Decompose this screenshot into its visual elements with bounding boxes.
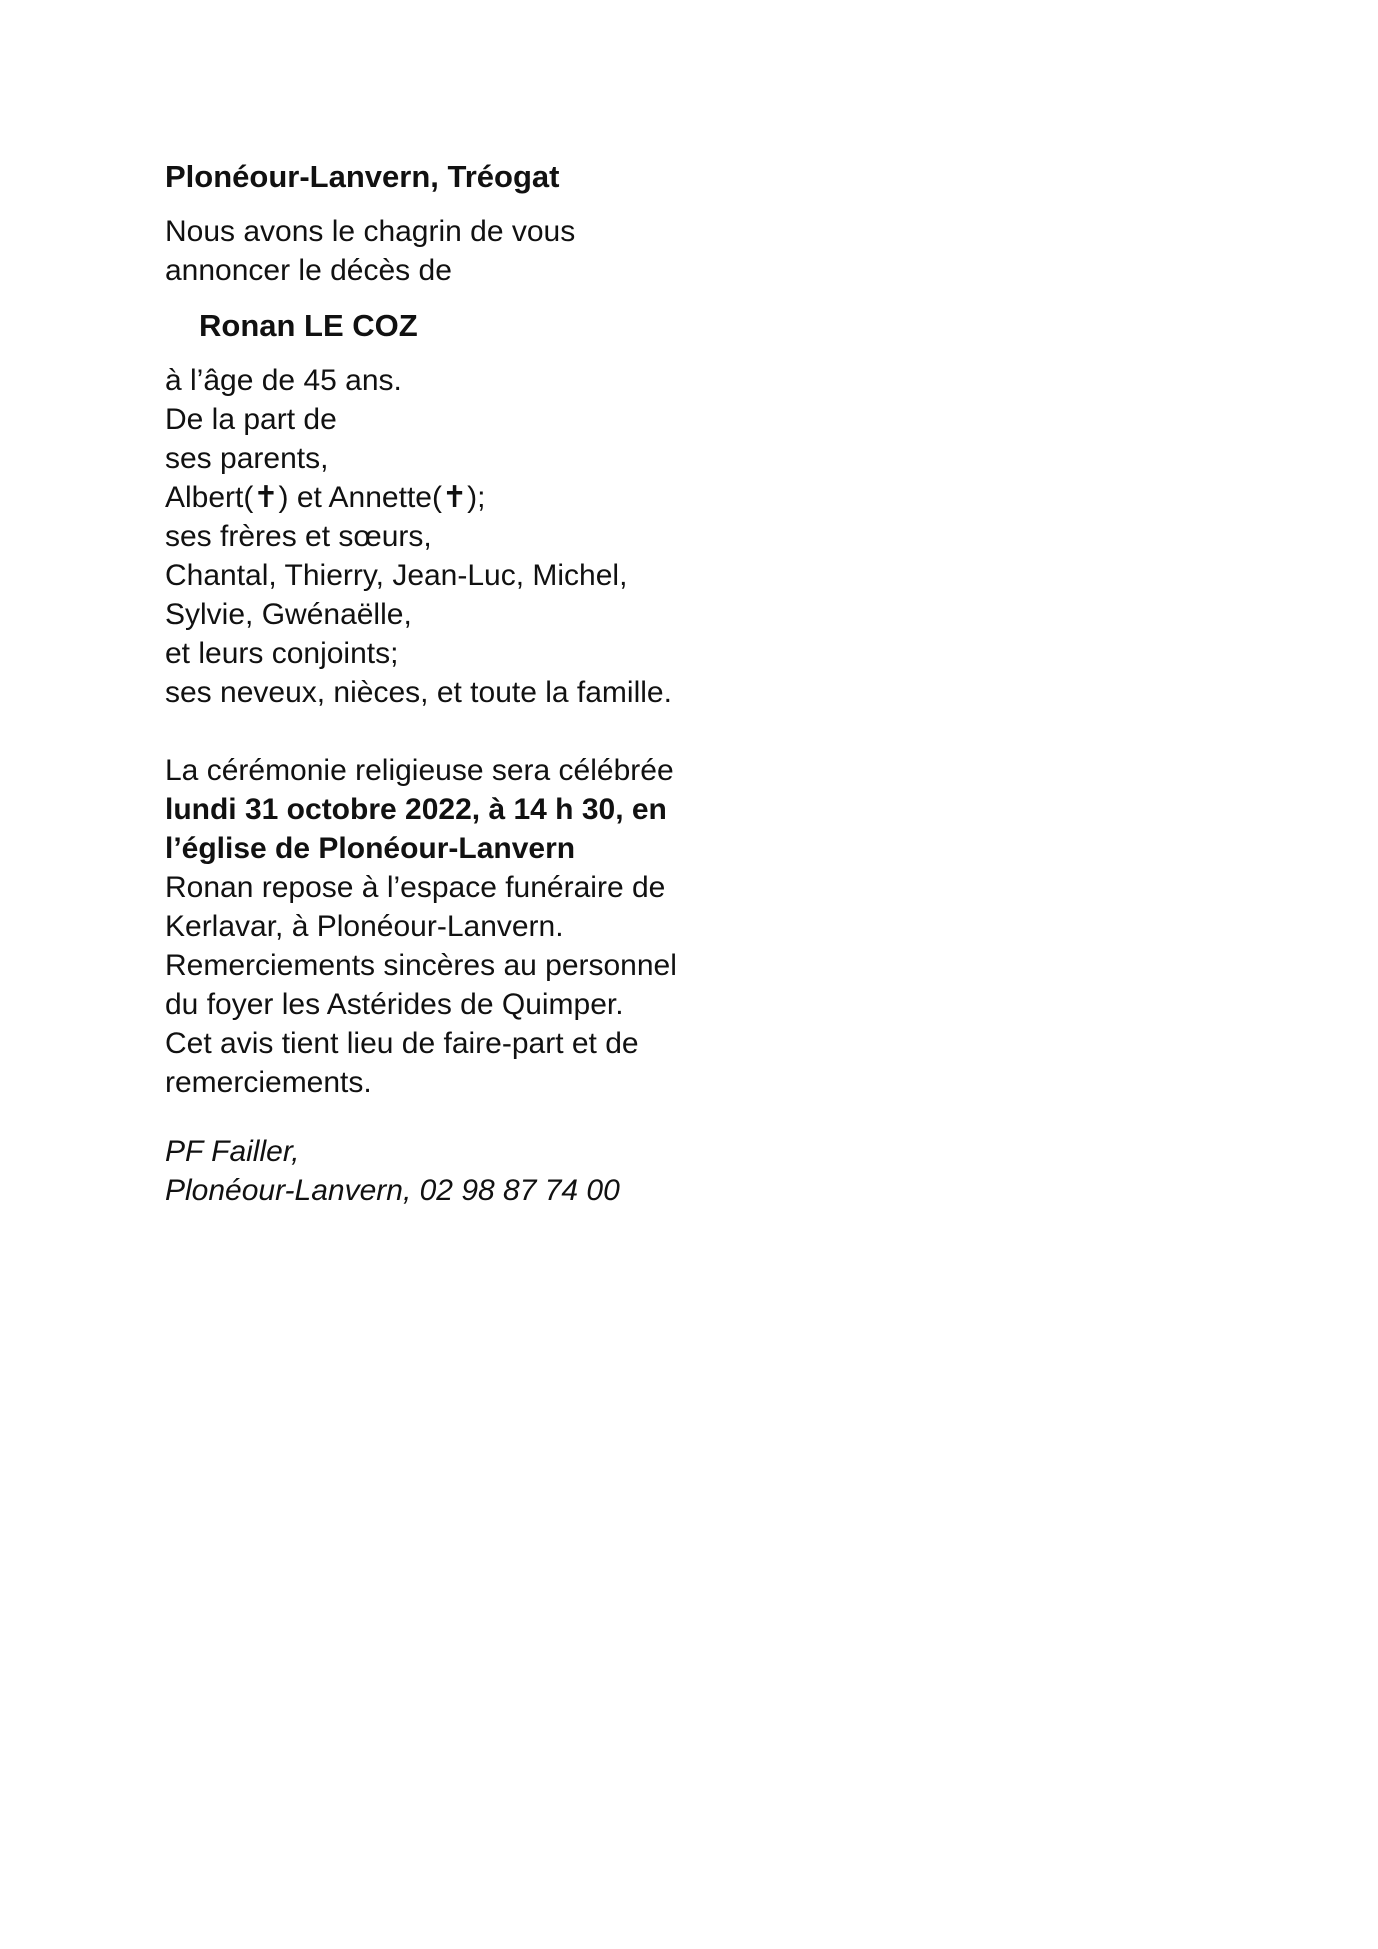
ceremony-intro: La cérémonie religieuse sera célébrée [165,754,674,787]
undertaker-info [165,1132,925,1210]
parent-name: et Annette [288,481,432,514]
parents-end: ; [477,481,486,514]
parents-line [165,478,925,517]
from-line: De la part de [165,403,337,436]
cross-icon: ✝ [253,481,279,514]
spouses-line: et leurs conjoints; [165,637,399,670]
family-list [165,361,925,712]
relatives-line: ses neveux, nièces, et toute la famille. [165,676,672,709]
age-line: à l’âge de 45 ans. [165,364,402,397]
ceremony-line: Remerciements sincères au personnel [165,949,677,982]
ceremony-line: du foyer les Astérides de Quimper. [165,988,624,1021]
obituary-notice [165,157,925,1210]
paren-close: ) [278,481,289,514]
siblings-line: Sylvie, Gwénaëlle, [165,598,412,631]
undertaker-name: PF Failler, [165,1135,300,1168]
paren-close: ) [467,481,478,514]
notice-heading: Plonéour-Lanvern, Tréogat [165,159,560,194]
parents-label: ses parents, [165,442,329,475]
deceased-name: Ronan LE COZ [199,308,418,343]
ceremony-place: l’église de Plonéour-Lanvern [165,832,576,865]
intro-line: Nous avons le chagrin de vous [165,215,576,248]
intro-line: annoncer le décès de [165,254,452,287]
ceremony-line: Cet avis tient lieu de faire-part et de [165,1027,639,1060]
siblings-line: Chantal, Thierry, Jean-Luc, Michel, [165,559,628,592]
parent-name: Albert [165,481,244,514]
paren-open: ( [431,481,442,514]
undertaker-contact: Plonéour-Lanvern, 02 98 87 74 00 [165,1174,620,1207]
ceremony-line: remerciements. [165,1066,372,1099]
cross-icon: ✝ [441,481,468,514]
notice-intro [165,212,925,290]
ceremony-line: Ronan repose à l’espace funéraire de [165,871,666,904]
ceremony-details [165,751,925,1102]
paren-open: ( [243,481,254,514]
siblings-label: ses frères et sœurs, [165,520,432,553]
ceremony-date: lundi 31 octobre 2022, à 14 h 30, en [165,793,667,826]
ceremony-line: Kerlavar, à Plonéour-Lanvern. [165,910,564,943]
